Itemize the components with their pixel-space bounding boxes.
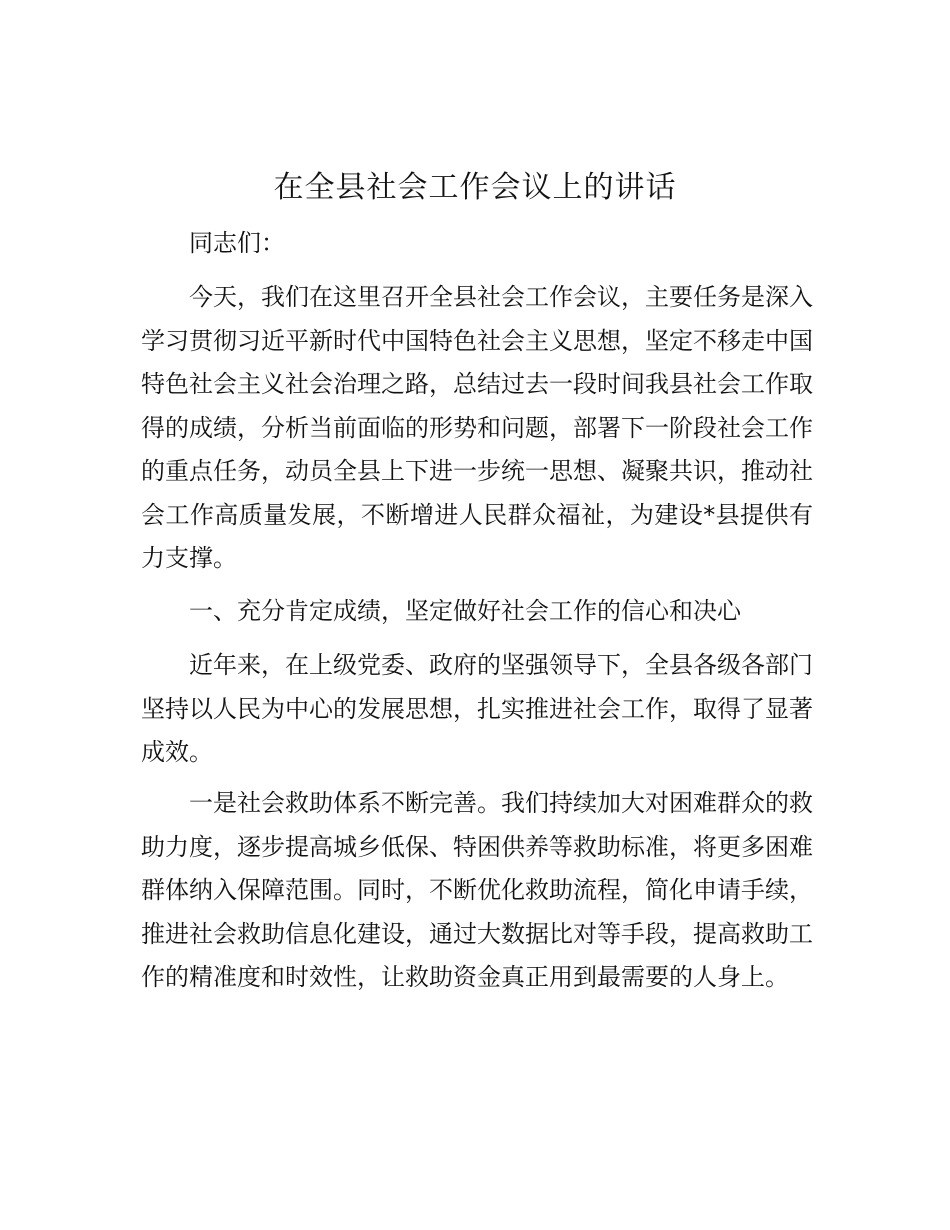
section-heading-1: 一、充分肯定成绩，坚定做好社会工作的信心和决心	[189, 597, 741, 625]
paragraph-intro: 今天，我们在这里召开全县社会工作会议，主要任务是深入学习贯彻习近平新时代中国特色社会主义思想，坚定不移走中国特色社会主义社会治理之路，总结过去一段时间我县社会工作取得的成绩，分析当前面临的形势和问题，部署下一阶段社会工作的重点任务，动员全县上下进一步统一思想、凝聚共识，推动社会工作高质量发展，不断增进人民群众福祉，为建设*县提供有力支撑。	[141, 283, 813, 572]
salutation: 同志们：	[189, 229, 285, 257]
paragraph-achievements: 近年来，在上级党委、政府的坚强领导下，全县各级各部门坚持以人民为中心的发展思想，扎实推进社会工作，取得了显著成效。	[141, 651, 813, 766]
paragraph-social-assistance: 一是社会救助体系不断完善。我们持续加大对困难群众的救助力度，逐步提高城乡低保、特困供养等救助标准，将更多困难群体纳入保障范围。同时，不断优化救助流程，简化申请手续，推进社会救助信息化建设，通过大数据比对等手段，提高救助工作的精准度和时效性，让救助资金真正用到最需要的人身上。	[141, 789, 813, 991]
document-title: 在全县社会工作会议上的讲话	[273, 170, 677, 205]
